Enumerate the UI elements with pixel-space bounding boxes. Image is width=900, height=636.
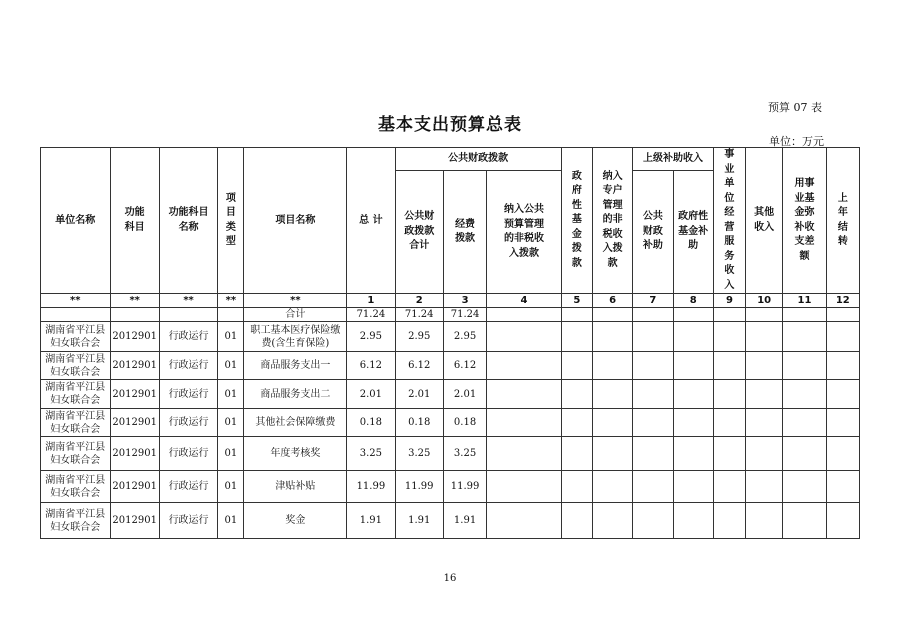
unit-name-cell: 湖南省平江县妇女联合会 — [41, 503, 111, 539]
empty-cell — [561, 503, 592, 539]
empty-cell — [713, 408, 745, 436]
fund-cell: 0.18 — [443, 408, 486, 436]
empty-cell — [746, 408, 783, 436]
func-code-cell: 2012901 — [110, 380, 159, 408]
empty-cell — [713, 380, 745, 408]
col-other-income: 其他收入 — [746, 148, 783, 294]
empty-cell — [783, 408, 826, 436]
empty-cell — [746, 470, 783, 503]
unit-name-cell: 湖南省平江县妇女联合会 — [41, 437, 111, 471]
col-number: 2 — [395, 294, 443, 308]
col-upper-public: 公共财政补助 — [633, 171, 673, 294]
empty-cell — [561, 437, 592, 471]
empty-cell — [746, 322, 783, 351]
item-type-cell: 01 — [218, 380, 244, 408]
col-carryover: 上年结转 — [826, 148, 859, 294]
marker-cell: ** — [218, 294, 244, 308]
total-cell: 2.01 — [347, 380, 395, 408]
empty-cell — [487, 437, 562, 471]
fund-cell: 1.91 — [443, 503, 486, 539]
col-number: 7 — [633, 294, 673, 308]
table-header — [41, 148, 860, 294]
empty-cell — [633, 408, 673, 436]
total-cell: 2.95 — [347, 322, 395, 351]
empty-cell — [633, 322, 673, 351]
col-number: 9 — [713, 294, 745, 308]
func-code-cell: 2012901 — [110, 503, 159, 539]
col-func-code: 功能科目 — [110, 148, 159, 294]
empty-cell — [592, 437, 632, 471]
func-code-cell: 2012901 — [110, 322, 159, 351]
empty-cell — [826, 470, 859, 503]
empty-cell — [487, 408, 562, 436]
item-type-cell: 01 — [218, 437, 244, 471]
fund-cell: 2.01 — [443, 380, 486, 408]
empty-cell — [633, 351, 673, 379]
public-sum-cell: 1.91 — [395, 503, 443, 539]
table-row — [41, 437, 860, 471]
public-sum-cell: 2.95 — [395, 322, 443, 351]
col-gov-fund: 政府性基金拨款 — [561, 148, 592, 294]
empty-cell — [633, 380, 673, 408]
item-type-cell: 01 — [218, 408, 244, 436]
empty-cell — [561, 351, 592, 379]
table-row — [41, 351, 860, 379]
col-unit-name: 单位名称 — [41, 148, 111, 294]
empty-cell — [746, 380, 783, 408]
empty-cell — [673, 380, 713, 408]
public-sum-cell: 11.99 — [395, 470, 443, 503]
empty-cell — [746, 351, 783, 379]
empty-cell — [633, 470, 673, 503]
empty-cell — [783, 503, 826, 539]
func-name-cell: 行政运行 — [159, 380, 217, 408]
empty-cell — [561, 470, 592, 503]
col-public-sum: 公共财政拨款合计 — [395, 171, 443, 294]
marker-cell: ** — [244, 294, 347, 308]
col-special-nontax: 纳入专户管理的非税收入拨款 — [592, 148, 632, 294]
page-number: 16 — [443, 573, 457, 584]
func-name-cell: 行政运行 — [159, 503, 217, 539]
col-item-name: 项目名称 — [244, 148, 347, 294]
col-number: 1 — [347, 294, 395, 308]
item-name-cell: 其他社会保障缴费 — [244, 408, 347, 436]
empty-cell — [783, 351, 826, 379]
item-type-cell: 01 — [218, 503, 244, 539]
col-total: 总 计 — [347, 148, 395, 294]
empty-cell — [826, 437, 859, 471]
fund-cell: 6.12 — [443, 351, 486, 379]
item-name-cell: 津贴补贴 — [244, 470, 347, 503]
func-name-cell: 行政运行 — [159, 351, 217, 379]
func-name-cell: 行政运行 — [159, 470, 217, 503]
item-name-cell: 职工基本医疗保险缴费(含生育保险) — [244, 322, 347, 351]
empty-cell — [487, 380, 562, 408]
budget-table — [40, 147, 860, 539]
empty-cell — [713, 470, 745, 503]
marker-row — [41, 294, 860, 308]
empty-cell — [713, 351, 745, 379]
empty-cell — [592, 322, 632, 351]
form-number: 预算 07 表 — [768, 101, 822, 114]
empty-cell — [826, 380, 859, 408]
unit-name-cell: 湖南省平江县妇女联合会 — [41, 408, 111, 436]
empty-cell — [561, 408, 592, 436]
col-number: 11 — [783, 294, 826, 308]
col-number: 8 — [673, 294, 713, 308]
item-name-cell: 商品服务支出一 — [244, 351, 347, 379]
empty-cell — [673, 408, 713, 436]
empty-cell — [673, 351, 713, 379]
item-type-cell: 01 — [218, 322, 244, 351]
item-type-cell: 01 — [218, 351, 244, 379]
public-sum-cell: 2.01 — [395, 380, 443, 408]
empty-cell — [592, 380, 632, 408]
fund-cell: 2.95 — [443, 322, 486, 351]
empty-cell — [673, 322, 713, 351]
total-cell: 6.12 — [347, 351, 395, 379]
func-code-cell: 2012901 — [110, 408, 159, 436]
col-number: 4 — [487, 294, 562, 308]
empty-cell — [783, 470, 826, 503]
unit-name-cell: 湖南省平江县妇女联合会 — [41, 351, 111, 379]
col-number: 3 — [443, 294, 486, 308]
empty-cell — [633, 437, 673, 471]
public-sum-cell: 6.12 — [395, 351, 443, 379]
func-code-cell: 2012901 — [110, 437, 159, 471]
empty-cell — [561, 380, 592, 408]
item-name-cell: 商品服务支出二 — [244, 380, 347, 408]
col-biz-income: 事业单位经营服务收入 — [713, 148, 745, 294]
empty-cell — [592, 408, 632, 436]
empty-cell — [783, 380, 826, 408]
empty-cell — [673, 470, 713, 503]
empty-cell — [673, 437, 713, 471]
empty-cell — [826, 503, 859, 539]
col-nontax: 纳入公共预算管理的非税收入拨款 — [487, 171, 562, 294]
empty-cell — [746, 503, 783, 539]
public-sum-cell: 0.18 — [395, 408, 443, 436]
empty-cell — [826, 351, 859, 379]
total-public-sum: 71.24 — [395, 308, 443, 322]
empty-cell — [633, 503, 673, 539]
col-number: 5 — [561, 294, 592, 308]
total-cell: 11.99 — [347, 470, 395, 503]
marker-cell: ** — [41, 294, 111, 308]
func-code-cell: 2012901 — [110, 351, 159, 379]
marker-cell: ** — [110, 294, 159, 308]
item-type-cell: 01 — [218, 470, 244, 503]
unit-name-cell: 湖南省平江县妇女联合会 — [41, 470, 111, 503]
public-sum-cell: 3.25 — [395, 437, 443, 471]
col-fund: 经费拨款 — [443, 171, 486, 294]
empty-cell — [487, 322, 562, 351]
empty-cell — [783, 437, 826, 471]
empty-cell — [826, 322, 859, 351]
total-value: 71.24 — [347, 308, 395, 322]
empty-cell — [713, 322, 745, 351]
col-number: 10 — [746, 294, 783, 308]
empty-cell — [592, 470, 632, 503]
page-title: 基本支出预算总表 — [378, 115, 522, 135]
total-fund: 71.24 — [443, 308, 486, 322]
table-row — [41, 470, 860, 503]
marker-cell: ** — [159, 294, 217, 308]
empty-cell — [783, 322, 826, 351]
empty-cell — [487, 470, 562, 503]
total-label: 合计 — [244, 308, 347, 322]
col-item-type: 项目类型 — [218, 148, 244, 294]
table-row — [41, 503, 860, 539]
empty-cell — [746, 437, 783, 471]
col-group-upper: 上级补助收入 — [633, 148, 714, 171]
unit-name-cell: 湖南省平江县妇女联合会 — [41, 380, 111, 408]
empty-cell — [826, 408, 859, 436]
empty-cell — [487, 503, 562, 539]
empty-cell — [487, 351, 562, 379]
total-cell: 3.25 — [347, 437, 395, 471]
empty-cell — [673, 503, 713, 539]
table-row — [41, 408, 860, 436]
table-row — [41, 380, 860, 408]
item-name-cell: 年度考核奖 — [244, 437, 347, 471]
total-row — [41, 308, 860, 322]
unit-label: 单位：万元 — [769, 135, 824, 148]
col-fund-makeup: 用事业基金弥补收支差额 — [783, 148, 826, 294]
fund-cell: 11.99 — [443, 470, 486, 503]
func-name-cell: 行政运行 — [159, 322, 217, 351]
unit-name-cell: 湖南省平江县妇女联合会 — [41, 322, 111, 351]
col-group-public: 公共财政拨款 — [395, 148, 561, 171]
func-name-cell: 行政运行 — [159, 408, 217, 436]
col-func-name: 功能科目名称 — [159, 148, 217, 294]
empty-cell — [713, 503, 745, 539]
col-number: 6 — [592, 294, 632, 308]
empty-cell — [713, 437, 745, 471]
empty-cell — [592, 503, 632, 539]
fund-cell: 3.25 — [443, 437, 486, 471]
empty-cell — [592, 351, 632, 379]
col-upper-gov: 政府性基金补助 — [673, 171, 713, 294]
empty-cell — [561, 322, 592, 351]
table-row — [41, 322, 860, 351]
total-cell: 1.91 — [347, 503, 395, 539]
func-name-cell: 行政运行 — [159, 437, 217, 471]
col-number: 12 — [826, 294, 859, 308]
item-name-cell: 奖金 — [244, 503, 347, 539]
func-code-cell: 2012901 — [110, 470, 159, 503]
total-cell: 0.18 — [347, 408, 395, 436]
